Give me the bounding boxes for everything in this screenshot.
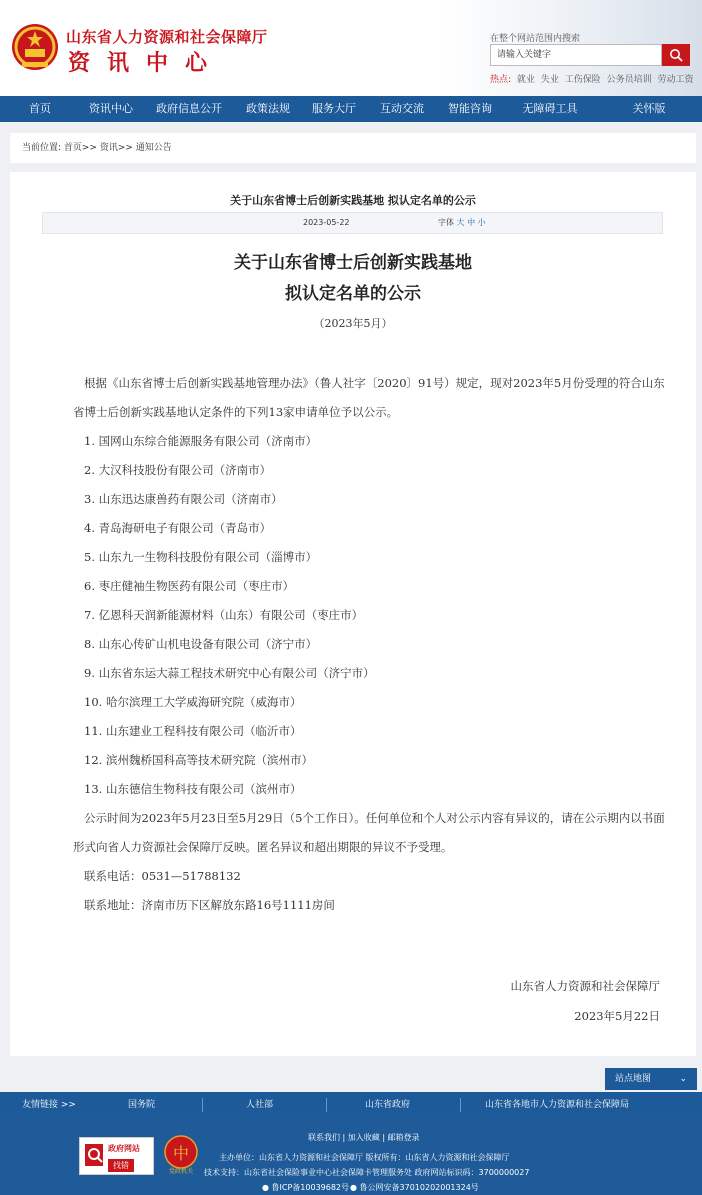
article-header-title: 关于山东省博士后创新实践基地 拟认定名单的公示 [230,194,476,207]
sitemap-label: 站点地图 [615,1074,652,1084]
signature-org: 山东省人力资源和社会保障厅 [510,979,660,993]
gov-site-error-badge[interactable] [79,1137,154,1175]
icp-text: 鲁ICP备10039682号 [271,1183,350,1192]
nav-news[interactable]: 资讯中心 [89,102,133,115]
divider [326,1098,327,1112]
list-item: 10. 哈尔滨理工大学威海研究院（威海市） [84,695,302,709]
hot-topics [490,72,697,85]
icp-record[interactable] [262,1182,349,1193]
list-item: 3. 山东迅达康兽药有限公司（济南市） [84,492,283,506]
notice-paragraph: 公示时间为2023年5月23日至5月29日（5个工作日）。任何单位和个人对公示内容有异议的，请在公示期内以书面形式向省人力资源社会保障厅反映。匿名异议和超出期限的异议不予受理。 [73,811,665,854]
site-header [0,0,702,96]
signature-date: 2023年5月22日 [574,1009,660,1023]
sitemap-button[interactable] [605,1068,697,1090]
sitemap-bar [0,1067,702,1091]
intro-paragraph [73,369,671,427]
hot-link[interactable]: 工伤保险 [564,75,601,85]
nav-interaction[interactable]: 互动交流 [380,102,424,115]
nav-policy[interactable]: 政策法规 [246,102,290,115]
article-subtitle: （2023年5月） [313,317,393,330]
search-button[interactable] [662,44,690,66]
hot-link[interactable]: 失业 [540,75,559,85]
font-size-switcher [438,213,486,233]
footer-org-line: 主办单位：山东省人力资源和社会保障厅 版权所有：山东省人力资源和社会保障厅 [219,1153,510,1162]
search-icon [669,48,683,62]
list-item: 4. 青岛海研电子有限公司（青岛市） [84,521,272,535]
article-title [10,248,696,310]
hot-link[interactable]: 劳动工资 [657,75,694,85]
party-gov-badge[interactable] [164,1135,198,1175]
hot-link[interactable]: 就业 [516,75,535,85]
friend-link[interactable]: 国务院 [128,1100,156,1110]
intro-text: 根据《山东省博士后创新实践基地管理办法》（鲁人社字〔2020〕91号）规定，现对2023年5月份受理的符合山东省博士后创新实践基地认定条件的下列13家申请单位予以公示。 [73,376,665,419]
font-size-large[interactable]: 大 [456,218,465,227]
list-item: 13. 山东德信生物科技有限公司（滨州市） [84,782,302,796]
font-size-medium[interactable]: 中 [467,218,476,227]
nav-care-version[interactable]: 关怀版 [632,102,666,115]
friend-link[interactable]: 人社部 [246,1100,274,1110]
police-text: 鲁公网安备37010202001324号 [359,1183,479,1192]
icp-icon: ● [262,1183,269,1192]
party-gov-icon [164,1135,198,1175]
article-body [73,369,671,920]
breadcrumb[interactable]: 当前位置: 首页>> 资讯>> 通知公告 [10,133,696,163]
divider [460,1098,461,1112]
police-record[interactable] [350,1182,479,1193]
nav-home[interactable]: 首页 [29,102,51,115]
friend-link[interactable]: 山东省政府 [365,1100,411,1110]
nav-gov-info[interactable]: 政府信息公开 [156,102,222,115]
list-item: 7. 亿恩科天润新能源材料（山东）有限公司（枣庄市） [84,608,364,622]
friend-links-bar [0,1092,702,1118]
search-input[interactable]: 请输入关键字 [490,44,662,66]
contact-phone: 联系电话：0531—51788132 [84,869,241,883]
national-emblem-icon [10,22,60,74]
list-item: 2. 大汉科技股份有限公司（济南市） [84,463,272,477]
friend-link[interactable]: 山东省各地市人力资源和社会保障局 [485,1100,630,1110]
article-date: 2023-05-22 [303,218,350,227]
footer-tech-line: 技术支持：山东省社会保险事业中心社会保障卡管理服务处 政府网站标识码：3700000027 [204,1168,530,1177]
hot-link[interactable]: 公务员培训 [606,75,652,85]
chevron-down-icon: ⌄ [679,1074,687,1084]
article-panel [10,172,696,1056]
site-title: 山东省人力资源和社会保障厅 [66,28,268,46]
badge-title: 政府网站 [108,1144,140,1153]
search-label: 在整个网站范围内搜索 [490,34,581,44]
article-meta-bar [42,212,663,234]
nav-accessibility[interactable]: 无障碍工具 [522,102,578,115]
main-nav [0,96,702,122]
contact-address: 联系地址：济南市历下区解放东路16号1111房间 [84,898,335,912]
article-title-line2: 拟认定名单的公示 [285,284,421,304]
article-title-line1: 关于山东省博士后创新实践基地 [234,253,472,273]
badge2-label: 党政机关 [168,1168,194,1175]
nav-service[interactable]: 服务大厅 [312,102,356,115]
list-item: 5. 山东九一生物科技股份有限公司（淄博市） [84,550,318,564]
site-subtitle: 资讯中心 [68,50,225,76]
badge-sub: 找错 [108,1159,134,1172]
list-item: 6. 枣庄健袖生物医药有限公司（枣庄市） [84,579,295,593]
svg-text:中: 中 [172,1144,190,1163]
list-item: 1. 国网山东综合能源服务有限公司（济南市） [84,434,318,448]
list-item: 12. 滨州魏桥国科高等技术研究院（滨州市） [84,753,313,767]
police-badge-icon: ● [350,1183,357,1192]
error-finder-icon [84,1143,106,1171]
footer-top-links[interactable]: 联系我们 | 加入收藏 | 邮箱登录 [308,1133,420,1142]
list-item: 8. 山东心传矿山机电设备有限公司（济宁市） [84,637,318,651]
list-item: 11. 山东建业工程科技有限公司（临沂市） [84,724,302,738]
site-footer [0,1118,702,1195]
nav-consult[interactable]: 智能咨询 [448,102,492,115]
hot-label: 热点: [490,75,512,85]
font-size-small[interactable]: 小 [477,218,486,227]
list-item: 9. 山东省东运大蒜工程技术研究中心有限公司（济宁市） [84,666,375,680]
divider [202,1098,203,1112]
links-label: 友情链接 >> [22,1100,76,1110]
font-label: 字体 [438,218,454,227]
